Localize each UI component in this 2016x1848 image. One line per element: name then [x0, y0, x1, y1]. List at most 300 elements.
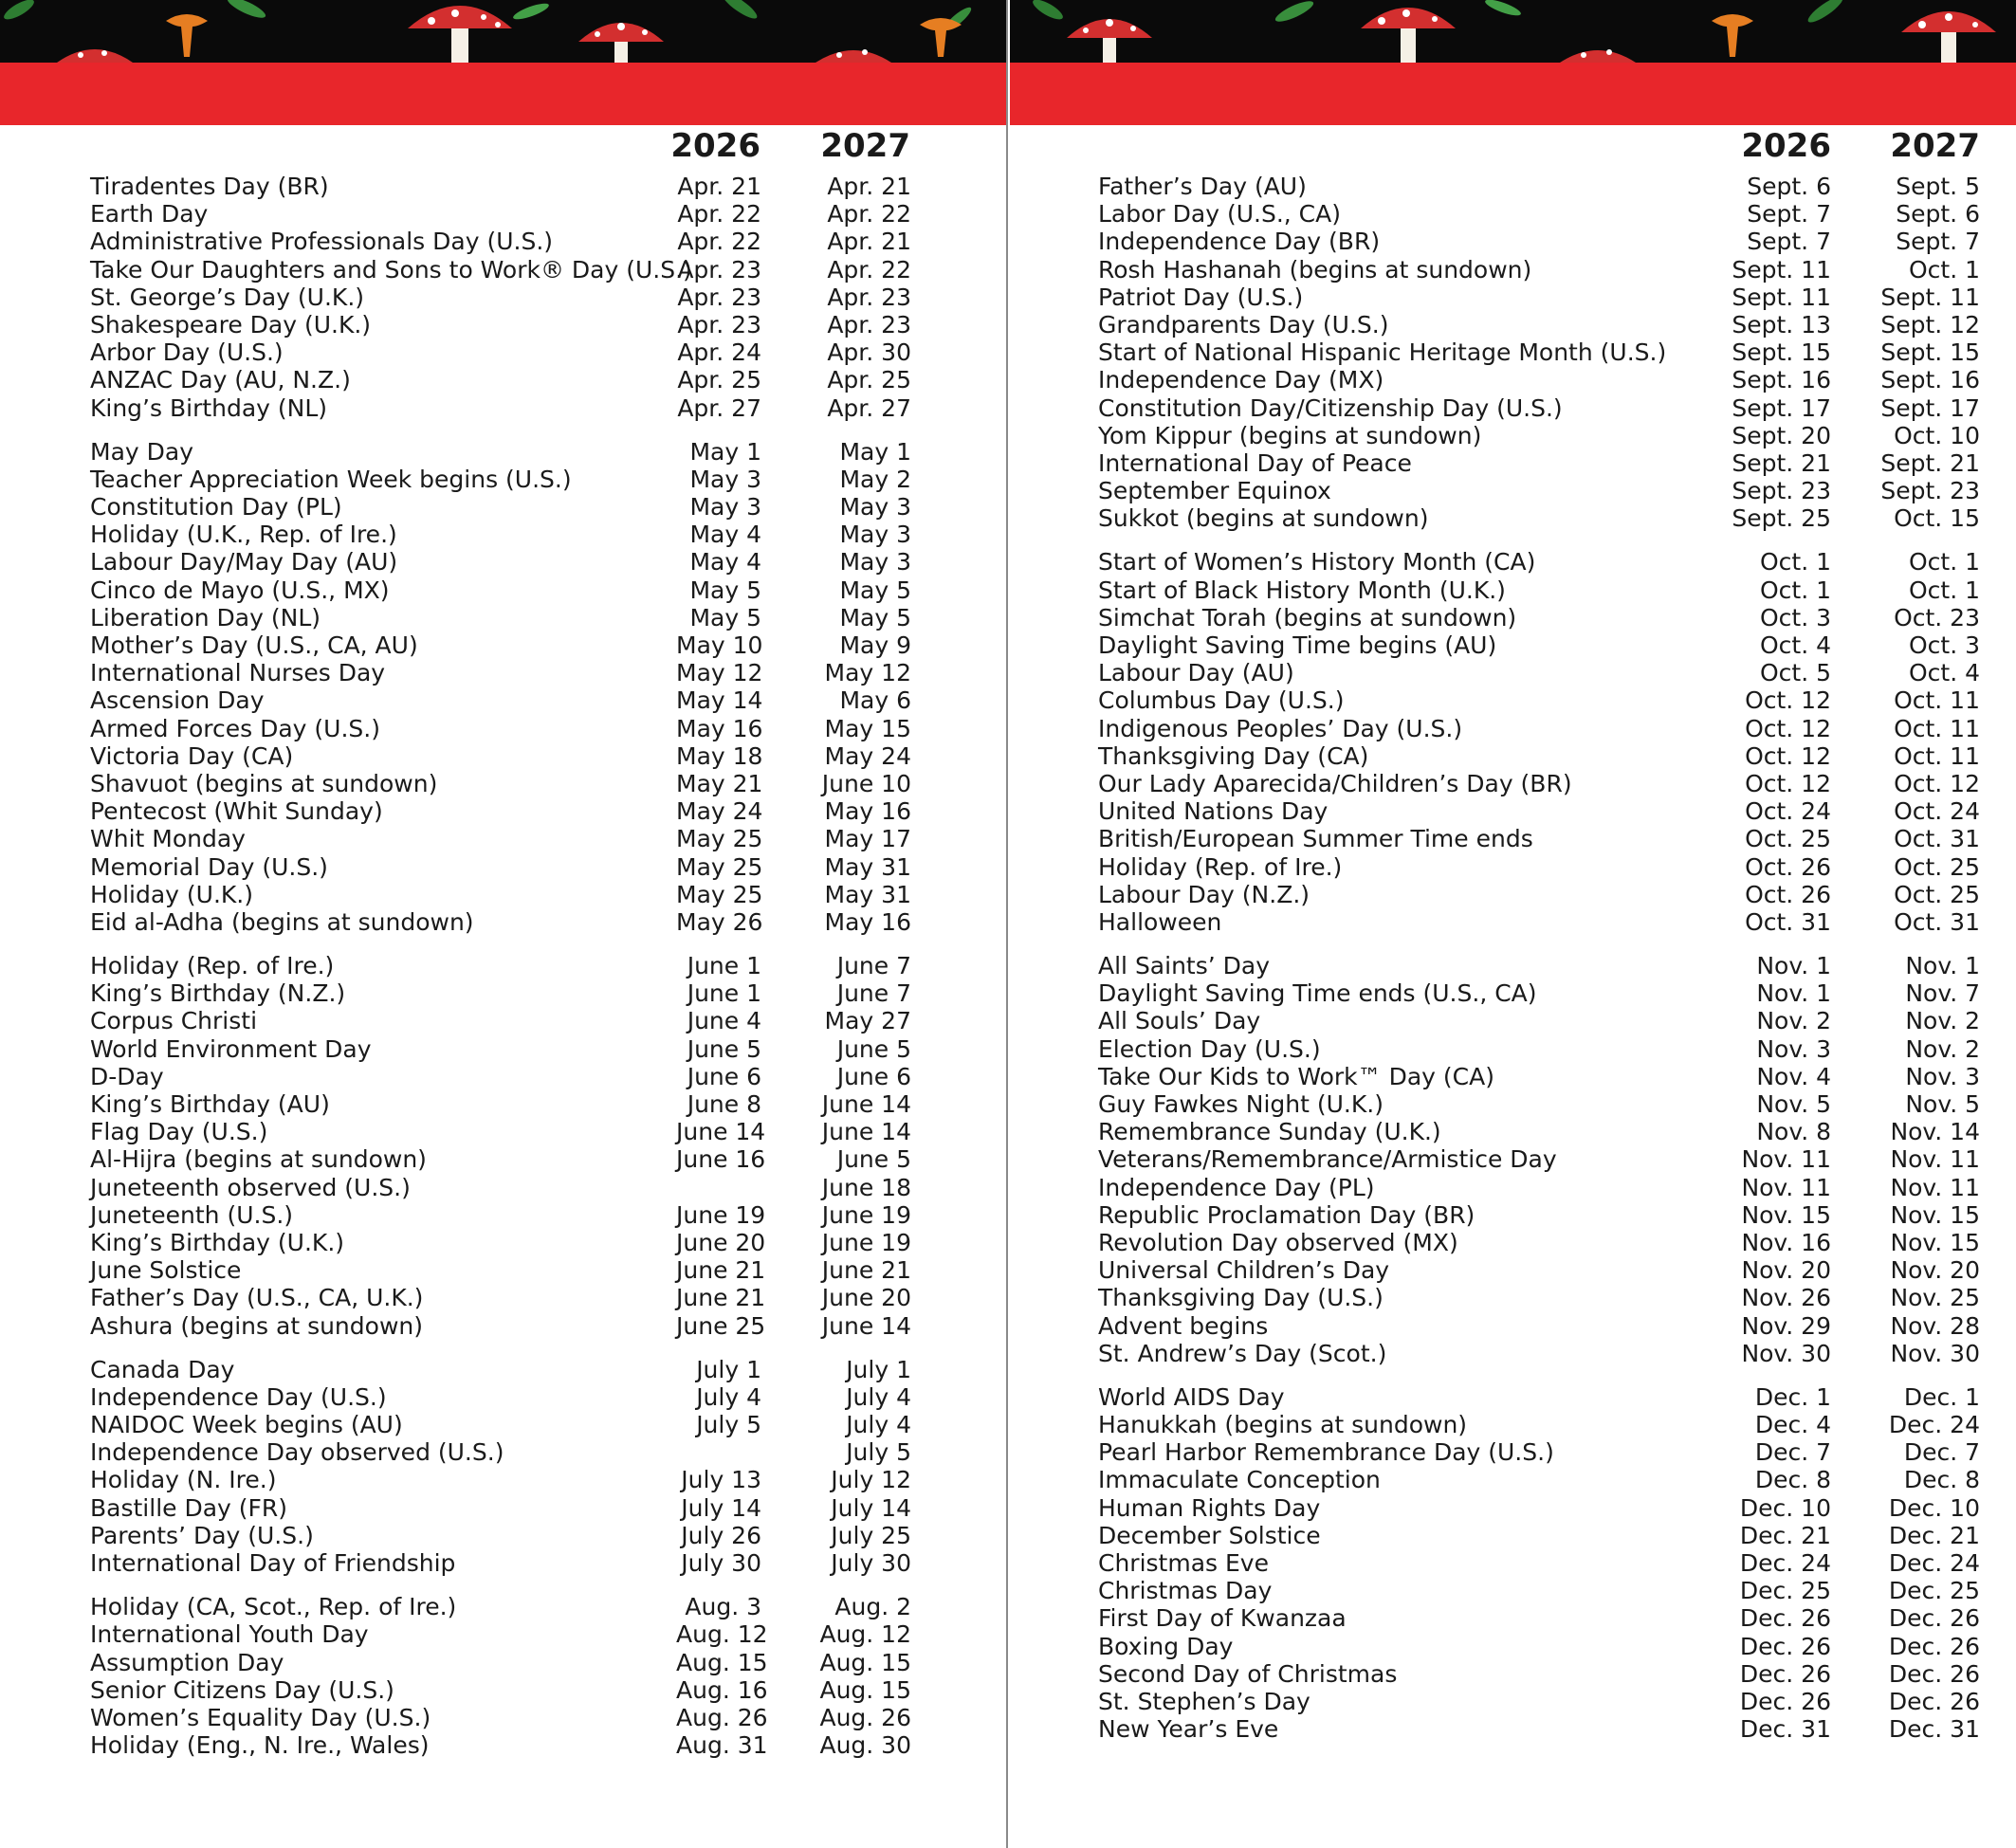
holiday-name: NAIDOC Week begins (AU): [90, 1411, 403, 1439]
date-2027: June 7: [836, 952, 911, 980]
date-2026: Apr. 23: [677, 310, 761, 338]
holiday-row: [90, 1676, 911, 1704]
date-2026: May 3: [689, 493, 761, 521]
date-2026: May 24: [676, 797, 763, 826]
date-2026: Apr. 23: [677, 283, 761, 311]
holiday-name: June Solstice: [90, 1256, 242, 1285]
holiday-name: Labour Day (AU): [1098, 659, 1294, 687]
holiday-row: [90, 1438, 911, 1466]
holiday-row: [90, 1284, 911, 1311]
date-2027: Dec. 10: [1888, 1493, 1980, 1522]
holiday-row: [90, 853, 911, 881]
date-2026: May 4: [689, 548, 761, 576]
holiday-name: World Environment Day: [90, 1034, 372, 1063]
date-2026: Nov. 8: [1756, 1118, 1831, 1146]
holiday-row: [90, 1522, 911, 1549]
holiday-name: Administrative Professionals Day (U.S.): [90, 228, 554, 256]
holiday-name: Take Our Daughters and Sons to Work® Day (U.S.): [90, 255, 692, 284]
date-2027: Dec. 31: [1888, 1715, 1980, 1744]
holiday-row: [90, 1383, 911, 1411]
date-2026: June 20: [676, 1228, 766, 1256]
holiday-group: [1098, 548, 1980, 936]
holiday-list-left: [90, 173, 911, 1775]
date-2027: Nov. 1: [1905, 952, 1980, 980]
date-2026: Oct. 12: [1745, 686, 1831, 715]
holiday-row: [1098, 1660, 1980, 1688]
holiday-row: [1098, 715, 1980, 742]
date-2027: June 6: [836, 1062, 911, 1090]
date-2027: May 5: [839, 603, 911, 631]
mushroom-pattern: [1010, 0, 2016, 63]
holiday-row: [90, 256, 911, 284]
holiday-list-right: [1098, 173, 1980, 1759]
date-2026: Dec. 1: [1754, 1382, 1831, 1411]
holiday-row: [90, 1090, 911, 1118]
date-2026: June 14: [676, 1118, 766, 1146]
date-2026: Sept. 21: [1732, 448, 1831, 477]
holiday-row: [1098, 1007, 1980, 1034]
holiday-name: Daylight Saving Time begins (AU): [1098, 631, 1497, 659]
date-2027: Aug. 15: [819, 1648, 911, 1676]
holiday-name: Daylight Saving Time ends (U.S., CA): [1098, 979, 1537, 1008]
holiday-row: [1098, 952, 1980, 979]
date-2027: June 18: [821, 1173, 911, 1201]
date-2027: Oct. 1: [1908, 255, 1980, 284]
date-2026: Sept. 16: [1732, 366, 1831, 394]
holiday-name: King’s Birthday (AU): [90, 1090, 330, 1118]
holiday-row: [1098, 604, 1980, 631]
holiday-group: [90, 438, 911, 936]
date-2027: Nov. 20: [1890, 1256, 1980, 1285]
holiday-row: [90, 881, 911, 908]
date-2026: Nov. 1: [1756, 952, 1831, 980]
date-2026: May 1: [689, 437, 761, 466]
date-2026: Apr. 25: [677, 366, 761, 394]
holiday-name: Tiradentes Day (BR): [90, 173, 329, 200]
holiday-row: [1098, 1284, 1980, 1311]
date-2026: Oct. 25: [1745, 825, 1831, 853]
holiday-row: [1098, 1201, 1980, 1229]
holiday-row: [1098, 881, 1980, 908]
date-2026: July 1: [696, 1355, 761, 1383]
year-header-2026: 2026: [670, 127, 761, 165]
date-2026: July 14: [681, 1493, 761, 1522]
holiday-name: Shakespeare Day (U.K.): [90, 310, 372, 338]
date-2027: Dec. 8: [1903, 1466, 1980, 1494]
date-2027: Aug. 30: [819, 1731, 911, 1760]
holiday-row: [90, 908, 911, 936]
date-2026: Nov. 26: [1741, 1284, 1831, 1312]
chanterelle-icon: [1712, 14, 1753, 57]
date-2026: May 25: [676, 825, 763, 853]
date-2027: May 31: [824, 852, 911, 881]
date-2027: Nov. 11: [1890, 1145, 1980, 1174]
date-2027: Apr. 22: [827, 200, 911, 229]
page-divider: [1006, 0, 1008, 1848]
date-2026: Nov. 3: [1756, 1034, 1831, 1063]
date-2027: Apr. 21: [827, 173, 911, 200]
mushroom-pattern: [0, 0, 1006, 63]
holiday-name: Start of Women’s History Month (CA): [1098, 548, 1536, 576]
holiday-name: St. Stephen’s Day: [1098, 1687, 1310, 1715]
date-2027: Dec. 26: [1888, 1632, 1980, 1660]
date-2027: Dec. 21: [1888, 1521, 1980, 1549]
date-2027: Nov. 11: [1890, 1173, 1980, 1201]
chanterelle-icon: [166, 14, 962, 57]
date-2027: Nov. 15: [1890, 1228, 1980, 1256]
date-2026: Aug. 3: [685, 1593, 761, 1621]
holiday-name: Senior Citizens Day (U.S.): [90, 1675, 394, 1704]
holiday-row: [1098, 770, 1980, 797]
holiday-row: [90, 1201, 911, 1229]
holiday-row: [1098, 449, 1980, 477]
date-2027: Sept. 17: [1880, 393, 1980, 422]
holiday-name: Father’s Day (U.S., CA, U.K.): [90, 1284, 424, 1312]
holiday-row: [90, 1620, 911, 1648]
holiday-name: Immaculate Conception: [1098, 1466, 1381, 1494]
holiday-row: [1098, 173, 1980, 200]
date-2026: Apr. 27: [677, 393, 761, 422]
date-2027: Dec. 7: [1903, 1438, 1980, 1467]
holiday-name: Christmas Eve: [1098, 1549, 1269, 1577]
holiday-row: [90, 715, 911, 742]
date-2027: Nov. 3: [1905, 1062, 1980, 1090]
date-2026: May 3: [689, 465, 761, 493]
holiday-name: International Nurses Day: [90, 659, 386, 687]
date-2027: June 19: [821, 1228, 911, 1256]
holiday-row: [90, 394, 911, 422]
right-page: [1010, 0, 2016, 1848]
holiday-row: [1098, 1174, 1980, 1201]
holiday-row: [1098, 1466, 1980, 1493]
holiday-row: [1098, 1633, 1980, 1660]
holiday-name: Whit Monday: [90, 825, 246, 853]
date-2027: Dec. 26: [1888, 1687, 1980, 1715]
holiday-name: Teacher Appreciation Week begins (U.S.): [90, 465, 572, 493]
date-2027: Dec. 24: [1888, 1411, 1980, 1439]
date-2027: Sept. 15: [1880, 338, 1980, 367]
date-2026: Oct. 24: [1745, 797, 1831, 826]
date-2026: June 21: [676, 1256, 766, 1285]
holiday-row: [90, 659, 911, 686]
holiday-row: [90, 1466, 911, 1493]
holiday-name: Father’s Day (AU): [1098, 173, 1307, 200]
date-2027: Oct. 1: [1908, 576, 1980, 604]
date-2026: June 16: [676, 1145, 766, 1174]
holiday-name: Columbus Day (U.S.): [1098, 686, 1345, 715]
date-2027: June 14: [821, 1118, 911, 1146]
holiday-name: Juneteenth (U.S.): [90, 1200, 294, 1229]
holiday-group: [1098, 173, 1980, 532]
holiday-name: Boxing Day: [1098, 1632, 1234, 1660]
date-2027: July 4: [846, 1411, 911, 1439]
holiday-row: [90, 979, 911, 1007]
date-2027: May 6: [839, 686, 911, 715]
holiday-row: [90, 366, 911, 393]
date-2027: Oct. 23: [1894, 603, 1980, 631]
date-2026: July 30: [681, 1549, 761, 1577]
holiday-row: [90, 1312, 911, 1340]
date-2027: Sept. 11: [1880, 283, 1980, 311]
holiday-row: [90, 438, 911, 466]
holiday-name: Labor Day (U.S., CA): [1098, 200, 1341, 229]
date-2027: July 4: [846, 1382, 911, 1411]
holiday-name: Holiday (U.K., Rep. of Ire.): [90, 521, 397, 549]
holiday-row: [90, 1035, 911, 1063]
holiday-row: [1098, 1411, 1980, 1438]
holiday-name: Halloween: [1098, 907, 1222, 936]
holiday-name: St. Andrew’s Day (Scot.): [1098, 1339, 1387, 1367]
date-2027: Dec. 25: [1888, 1577, 1980, 1605]
holiday-name: Earth Day: [90, 200, 209, 229]
date-2026: Dec. 26: [1739, 1632, 1831, 1660]
date-2027: Nov. 2: [1905, 1034, 1980, 1063]
holiday-row: [1098, 1494, 1980, 1522]
holiday-row: [90, 548, 911, 576]
date-2027: May 12: [824, 659, 911, 687]
holiday-row: [90, 493, 911, 521]
holiday-name: Advent begins: [1098, 1311, 1269, 1340]
date-2027: Oct. 12: [1894, 769, 1980, 797]
holiday-name: Holiday (U.K.): [90, 880, 254, 908]
holiday-name: Start of Black History Month (U.K.): [1098, 576, 1506, 604]
date-2026: Nov. 11: [1741, 1145, 1831, 1174]
holiday-row: [1098, 1256, 1980, 1284]
date-2027: Sept. 7: [1896, 228, 1980, 256]
date-2027: Apr. 22: [827, 255, 911, 284]
holiday-name: Rosh Hashanah (begins at sundown): [1098, 255, 1532, 284]
holiday-group: [90, 173, 911, 422]
date-2026: May 16: [676, 714, 763, 742]
date-2026: Oct. 12: [1745, 769, 1831, 797]
holiday-name: International Youth Day: [90, 1620, 369, 1649]
date-2027: Sept. 16: [1880, 366, 1980, 394]
date-2026: Sept. 7: [1747, 200, 1831, 229]
date-2027: Oct. 11: [1894, 714, 1980, 742]
date-2026: Nov. 11: [1741, 1173, 1831, 1201]
date-2027: May 3: [839, 548, 911, 576]
date-2026: May 12: [676, 659, 763, 687]
holiday-row: [90, 825, 911, 852]
holiday-name: Sukkot (begins at sundown): [1098, 504, 1429, 533]
date-2026: May 4: [689, 521, 761, 549]
holiday-name: Shavuot (begins at sundown): [90, 769, 438, 797]
holiday-name: St. George’s Day (U.K.): [90, 283, 365, 311]
date-2027: Nov. 5: [1905, 1090, 1980, 1118]
holiday-row: [1098, 1438, 1980, 1466]
date-2027: Apr. 30: [827, 338, 911, 367]
holiday-row: [90, 466, 911, 493]
holiday-row: [90, 1118, 911, 1145]
date-2026: June 6: [687, 1062, 761, 1090]
date-2027: May 1: [839, 437, 911, 466]
date-2026: Nov. 20: [1741, 1256, 1831, 1285]
holiday-row: [1098, 825, 1980, 852]
date-2027: July 25: [831, 1521, 911, 1549]
holiday-name: International Day of Friendship: [90, 1549, 456, 1577]
date-2026: Aug. 16: [676, 1675, 768, 1704]
date-2026: Dec. 25: [1739, 1577, 1831, 1605]
holiday-name: Mother’s Day (U.S., CA, AU): [90, 631, 418, 659]
holiday-name: Labour Day (N.Z.): [1098, 880, 1310, 908]
date-2026: Nov. 29: [1741, 1311, 1831, 1340]
holiday-name: Holiday (Rep. of Ire.): [1098, 852, 1343, 881]
holiday-row: [1098, 1035, 1980, 1063]
year-header-2027: 2027: [1890, 127, 1980, 165]
date-2026: Apr. 22: [677, 200, 761, 229]
date-2027: Apr. 25: [827, 366, 911, 394]
date-2026: Dec. 26: [1739, 1659, 1831, 1688]
holiday-name: Our Lady Aparecida/Children’s Day (BR): [1098, 769, 1572, 797]
holiday-row: [1098, 1090, 1980, 1118]
holiday-row: [1098, 576, 1980, 604]
holiday-name: Hanukkah (begins at sundown): [1098, 1411, 1468, 1439]
holiday-row: [1098, 686, 1980, 714]
holiday-name: King’s Birthday (U.K.): [90, 1228, 345, 1256]
holiday-row: [1098, 908, 1980, 936]
holiday-name: Grandparents Day (U.S.): [1098, 310, 1389, 338]
date-2027: Oct. 11: [1894, 741, 1980, 770]
holiday-row: [90, 686, 911, 714]
date-2027: Sept. 21: [1880, 448, 1980, 477]
date-2027: Oct. 11: [1894, 686, 1980, 715]
holiday-name: All Souls’ Day: [1098, 1007, 1261, 1035]
date-2026: June 21: [676, 1284, 766, 1312]
holiday-name: May Day: [90, 437, 193, 466]
holiday-row: [1098, 1577, 1980, 1604]
holiday-row: [1098, 366, 1980, 393]
red-header-band: [0, 63, 1006, 125]
left-page: [0, 0, 1006, 1848]
holiday-row: [1098, 1604, 1980, 1632]
date-2027: Nov. 2: [1905, 1007, 1980, 1035]
holiday-name: December Solstice: [1098, 1521, 1321, 1549]
holiday-row: [90, 576, 911, 604]
holiday-name: Memorial Day (U.S.): [90, 852, 328, 881]
holiday-row: [90, 1256, 911, 1284]
holiday-row: [90, 1229, 911, 1256]
date-2027: June 21: [821, 1256, 911, 1285]
date-2027: Oct. 4: [1908, 659, 1980, 687]
date-2027: Apr. 21: [827, 228, 911, 256]
holiday-row: [1098, 256, 1980, 284]
holiday-name: World AIDS Day: [1098, 1382, 1285, 1411]
date-2026: Sept. 13: [1732, 310, 1831, 338]
holiday-name: Labour Day/May Day (AU): [90, 548, 398, 576]
date-2027: Apr. 23: [827, 283, 911, 311]
holiday-row: [1098, 979, 1980, 1007]
holiday-name: Human Rights Day: [1098, 1493, 1321, 1522]
date-2026: Aug. 31: [676, 1731, 768, 1760]
date-2027: May 24: [824, 741, 911, 770]
date-2027: Oct. 3: [1908, 631, 1980, 659]
holiday-name: Election Day (U.S.): [1098, 1034, 1321, 1063]
holiday-name: Ascension Day: [90, 686, 265, 715]
date-2026: Dec. 26: [1739, 1604, 1831, 1633]
holiday-name: Parents’ Day (U.S.): [90, 1521, 314, 1549]
date-2027: Oct. 31: [1894, 825, 1980, 853]
holiday-name: Holiday (Rep. of Ire.): [90, 952, 335, 980]
date-2027: July 1: [846, 1355, 911, 1383]
date-2026: Nov. 4: [1756, 1062, 1831, 1090]
date-2027: Aug. 2: [834, 1593, 911, 1621]
date-2026: Dec. 24: [1739, 1549, 1831, 1577]
holiday-name: Thanksgiving Day (CA): [1098, 741, 1369, 770]
holiday-row: [1098, 853, 1980, 881]
date-2026: June 5: [687, 1034, 761, 1063]
date-2026: Oct. 26: [1745, 880, 1831, 908]
holiday-row: [90, 1549, 911, 1577]
holiday-name: Universal Children’s Day: [1098, 1256, 1390, 1285]
date-2026: July 26: [681, 1521, 761, 1549]
holiday-row: [1098, 797, 1980, 825]
holiday-name: International Day of Peace: [1098, 448, 1412, 477]
date-2027: Oct. 31: [1894, 907, 1980, 936]
holiday-row: [1098, 548, 1980, 576]
year-header-2026: 2026: [1741, 127, 1831, 165]
date-2026: Oct. 1: [1759, 548, 1831, 576]
holiday-name: Independence Day observed (U.S.): [90, 1438, 504, 1467]
date-2026: Aug. 26: [676, 1703, 768, 1731]
holiday-row: [90, 797, 911, 825]
holiday-row: [90, 338, 911, 366]
holiday-name: September Equinox: [1098, 477, 1331, 505]
holiday-row: [90, 604, 911, 631]
holiday-name: Juneteenth observed (U.S.): [90, 1173, 411, 1201]
date-2027: Oct. 24: [1894, 797, 1980, 826]
holiday-name: Pentecost (Whit Sunday): [90, 797, 383, 826]
holiday-name: ANZAC Day (AU, N.Z.): [90, 366, 351, 394]
red-header-band: [1010, 63, 2016, 125]
date-2027: May 16: [824, 907, 911, 936]
holiday-name: D-Day: [90, 1062, 164, 1090]
holiday-row: [1098, 1063, 1980, 1090]
holiday-row: [1098, 1312, 1980, 1340]
date-2026: June 25: [676, 1311, 766, 1340]
holiday-name: Holiday (CA, Scot., Rep. of Ire.): [90, 1593, 457, 1621]
holiday-row: [1098, 1522, 1980, 1549]
date-2026: Oct. 5: [1759, 659, 1831, 687]
date-2027: June 10: [821, 769, 911, 797]
date-2027: Oct. 10: [1894, 421, 1980, 449]
date-2026: Dec. 7: [1754, 1438, 1831, 1467]
holiday-group: [90, 1356, 911, 1578]
date-2027: Sept. 6: [1896, 200, 1980, 229]
date-2026: Sept. 23: [1732, 477, 1831, 505]
holiday-row: [1098, 1383, 1980, 1411]
date-2027: Nov. 25: [1890, 1284, 1980, 1312]
date-2026: Dec. 10: [1739, 1493, 1831, 1522]
holiday-name: King’s Birthday (N.Z.): [90, 979, 346, 1008]
mushroom-icon: [1067, 8, 1996, 63]
holiday-row: [1098, 1688, 1980, 1715]
holiday-row: [1098, 742, 1980, 770]
date-2027: Apr. 27: [827, 393, 911, 422]
holiday-group: [90, 952, 911, 1340]
date-2027: Nov. 7: [1905, 979, 1980, 1008]
holiday-row: [90, 1704, 911, 1731]
date-2026: Sept. 11: [1732, 255, 1831, 284]
date-2027: Sept. 5: [1896, 173, 1980, 200]
date-2026: Nov. 2: [1756, 1007, 1831, 1035]
holiday-row: [90, 1411, 911, 1438]
holiday-name: Thanksgiving Day (U.S.): [1098, 1284, 1384, 1312]
holiday-row: [1098, 1715, 1980, 1743]
date-2026: Sept. 7: [1747, 228, 1831, 256]
holiday-group: [90, 1593, 911, 1759]
holiday-name: Independence Day (PL): [1098, 1173, 1375, 1201]
date-2026: June 1: [687, 952, 761, 980]
